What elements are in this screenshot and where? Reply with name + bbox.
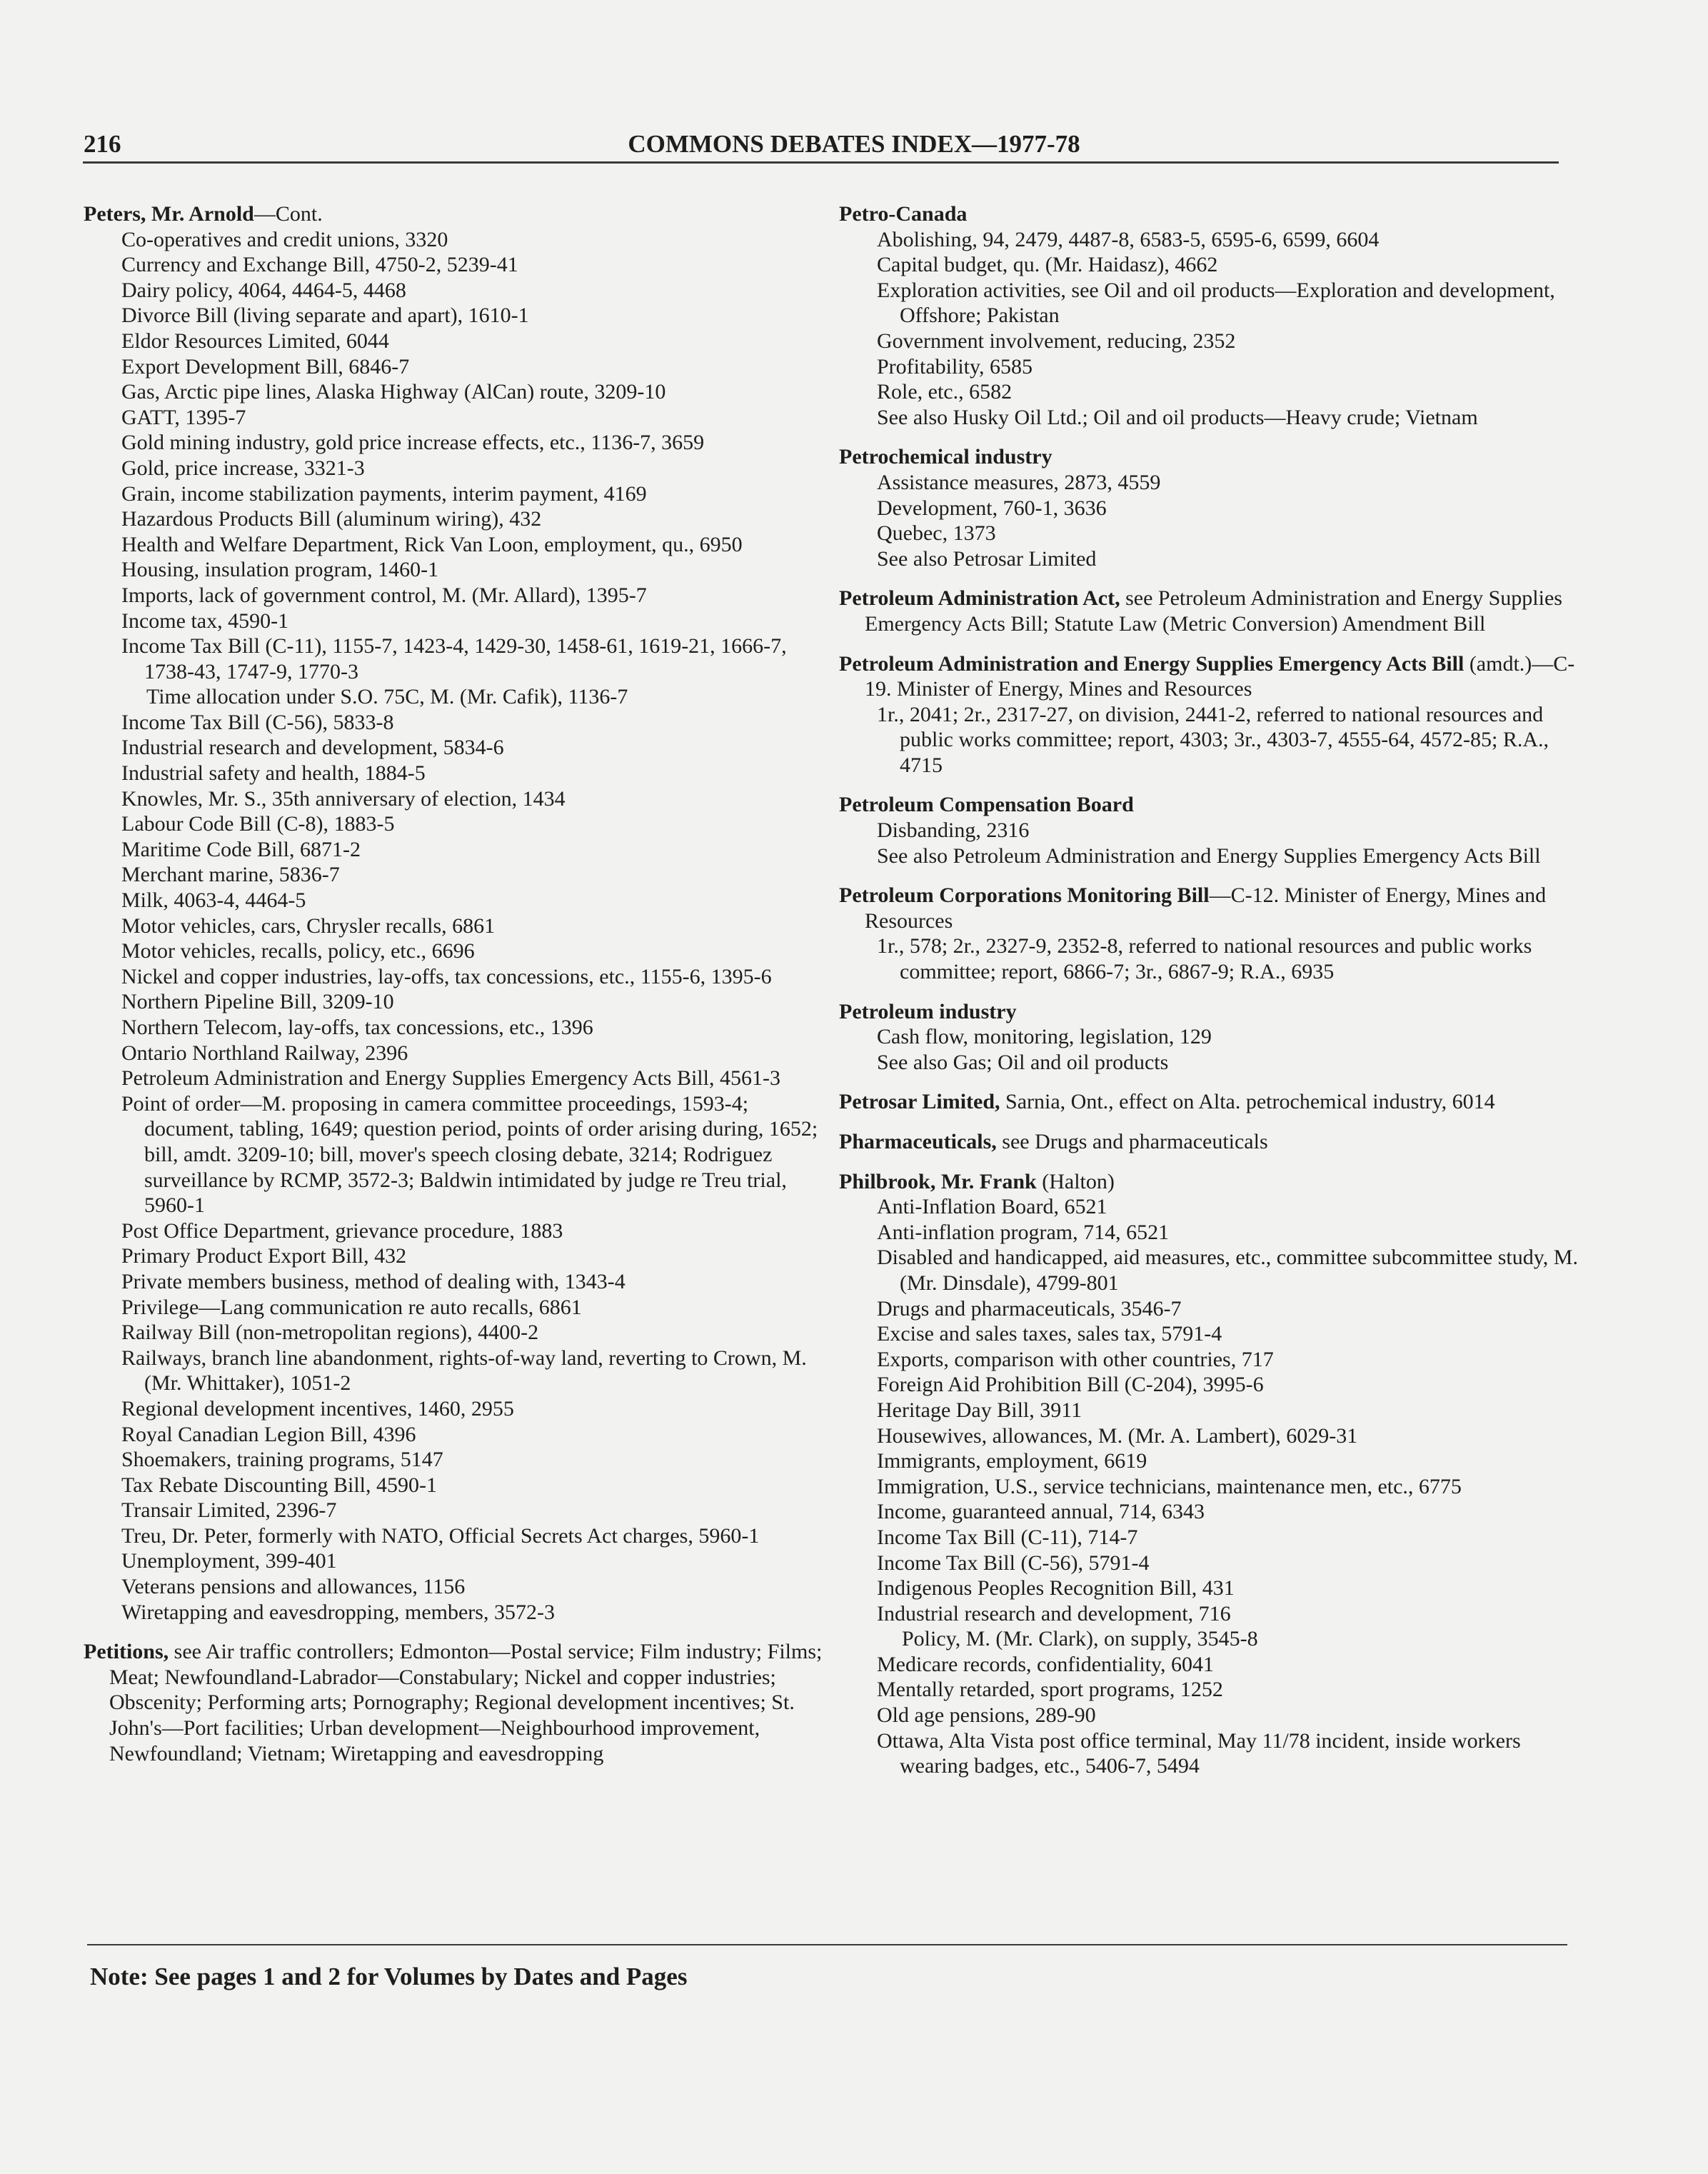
entry-head: Petrosar Limited, — [839, 1090, 1000, 1114]
entry-subentry: Motor vehicles, cars, Chrysler recalls, 6861 — [121, 913, 496, 938]
header-rule — [83, 161, 1559, 164]
entry-subentry: Private members business, method of dealing with, 1343-4 — [121, 1269, 626, 1293]
entry-heading — [839, 1169, 1582, 1195]
entry-subentry: Imports, lack of government control, M. (Mr. Allard), 1395-7 — [121, 583, 647, 607]
entry-subentry: Health and Welfare Department, Rick Van Loon, employment, qu., 6950 — [121, 532, 743, 556]
entry-subentry: Motor vehicles, recalls, policy, etc., 6696 — [121, 939, 475, 963]
index-column-left — [84, 201, 826, 1780]
entry-subentry: Income Tax Bill (C-11), 1155-7, 1423-4, 1429-30, 1458-61, 1619-21, 1666-7, 1738-43, 1747-9, 1770-3 — [121, 634, 787, 683]
footer-rule — [87, 1944, 1567, 1945]
page-title: COMMONS DEBATES INDEX—1977-78 — [628, 130, 1080, 158]
entry-subentry: Housewives, allowances, M. (Mr. A. Lambert), 6029-31 — [877, 1423, 1358, 1448]
entry-subentry: Gas, Arctic pipe lines, Alaska Highway (AlCan) route, 3209-10 — [121, 380, 666, 404]
entry-subentry: Abolishing, 94, 2479, 4487-8, 6583-5, 6595-6, 6599, 6604 — [877, 227, 1380, 251]
entry-head: Petroleum Administration Act, — [839, 586, 1120, 611]
entry-heading — [839, 201, 1582, 227]
entry-head: Peters, Mr. Arnold — [84, 202, 254, 226]
index-entry — [84, 1639, 826, 1766]
index-column-right — [839, 201, 1582, 1793]
page-number: 216 — [84, 130, 121, 158]
entry-subentry: Heritage Day Bill, 3911 — [877, 1398, 1082, 1422]
entry-subentry: Ottawa, Alta Vista post office terminal, May 11/78 incident, inside workers wearing badges, etc., 5406-7, 5494 — [877, 1728, 1521, 1778]
entry-heading — [839, 1129, 1582, 1155]
entry-subentry: Regional development incentives, 1460, 2955 — [121, 1396, 514, 1421]
entry-head: Petroleum Corporations Monitoring Bill — [839, 883, 1210, 908]
entry-heading — [839, 792, 1582, 818]
entry-head: Pharmaceuticals, — [839, 1130, 997, 1153]
index-entry — [839, 586, 1582, 636]
entry-subentry: Cash flow, monitoring, legislation, 129 — [877, 1025, 1212, 1049]
entry-subentry: Gold mining industry, gold price increase effects, etc., 1136-7, 3659 — [121, 431, 705, 455]
entry-subentry: Industrial research and development, 5834-6 — [121, 736, 504, 760]
entry-subentry: Wiretapping and eavesdropping, members, 3572-3 — [121, 1600, 555, 1624]
entry-heading — [84, 201, 826, 227]
entry-head: Petrochemical industry — [839, 445, 1053, 469]
entry-subentry: Policy, M. (Mr. Clark), on supply, 3545-8 — [902, 1627, 1258, 1651]
entry-subentry: Role, etc., 6582 — [877, 380, 1013, 404]
entry-subentry: Ontario Northland Railway, 2396 — [121, 1041, 408, 1065]
entry-subentry: Dairy policy, 4064, 4464-5, 4468 — [121, 278, 406, 302]
entry-subentry: Anti-Inflation Board, 6521 — [877, 1195, 1107, 1219]
entry-subentry: Northern Pipeline Bill, 3209-10 — [121, 990, 394, 1014]
entry-subentry: Grain, income stabilization payments, interim payment, 4169 — [121, 481, 647, 506]
entry-subentry: Maritime Code Bill, 6871-2 — [121, 837, 361, 861]
index-entry — [839, 1129, 1582, 1155]
entry-subentry: Income Tax Bill (C-11), 714-7 — [877, 1525, 1138, 1549]
entry-subentry: Railways, branch line abandonment, rights-of-way land, reverting to Crown, M. (Mr. Whittaker), 1051-2 — [121, 1346, 807, 1396]
index-entry — [839, 999, 1582, 1076]
entry-subentry: See also Petroleum Administration and Energy Supplies Emergency Acts Bill — [877, 843, 1541, 868]
entry-subentry: Tax Rebate Discounting Bill, 4590-1 — [121, 1473, 438, 1497]
footer-note: Note: See pages 1 and 2 for Volumes by Dates and Pages — [90, 1963, 688, 1990]
entry-heading — [839, 444, 1582, 470]
index-entry — [839, 1089, 1582, 1115]
entry-subentry: Exploration activities, see Oil and oil products—Exploration and development, Offshore; Pakistan — [877, 278, 1555, 328]
entry-heading — [839, 1089, 1582, 1115]
entry-subentry: Indigenous Peoples Recognition Bill, 431 — [877, 1576, 1235, 1601]
entry-subentry: Capital budget, qu. (Mr. Haidasz), 4662 — [877, 253, 1218, 277]
entry-tail: (Halton) — [1036, 1169, 1115, 1193]
entry-subentry: Gold, price increase, 3321-3 — [121, 456, 365, 480]
entry-subentry: Eldor Resources Limited, 6044 — [121, 329, 389, 353]
entry-subentry: Industrial safety and health, 1884-5 — [121, 761, 426, 786]
entry-head: Philbrook, Mr. Frank — [839, 1169, 1037, 1193]
entry-subentry: Industrial research and development, 716 — [877, 1601, 1231, 1626]
entry-subentry: Income Tax Bill (C-56), 5833-8 — [121, 710, 394, 734]
entry-subentry: Northern Telecom, lay-offs, tax concessions, etc., 1396 — [121, 1016, 593, 1039]
entry-heading — [839, 651, 1582, 702]
entry-tail: (amdt.)—C-19. Minister of Energy, Mines and Resources — [865, 651, 1575, 701]
entry-subentry: Nickel and copper industries, lay-offs, tax concessions, etc., 1155-6, 1395-6 — [121, 964, 772, 988]
entry-subentry: See also Gas; Oil and oil products — [877, 1050, 1169, 1074]
entry-subentry: Assistance measures, 2873, 4559 — [877, 470, 1161, 494]
entry-subentry: Privilege—Lang communication re auto recalls, 6861 — [121, 1295, 582, 1319]
entry-subentry: Time allocation under S.O. 75C, M. (Mr. Cafik), 1136-7 — [146, 685, 628, 709]
entry-subentry: Treu, Dr. Peter, formerly with NATO, Official Secrets Act charges, 5960-1 — [121, 1523, 760, 1548]
entry-subentry: Income tax, 4590-1 — [121, 608, 289, 633]
entry-tail: —C-12. Minister of Energy, Mines and Resources — [865, 883, 1547, 933]
entry-subentry: Point of order—M. proposing in camera committee proceedings, 1593-4; document, tabling, 1649; question period, points of order arising during, 1652; bill, amdt. 3209-10; bill, mover's speech closing debate, 3214; Rodriguez surveillance by RCMP, 3572-3; Baldwin intimidated by judge re Treu trial, 5960-1 — [121, 1091, 818, 1218]
entry-subentry: Medicare records, confidentiality, 6041 — [877, 1652, 1215, 1676]
entry-heading — [839, 586, 1582, 636]
entry-tail: see Petroleum Administration and Energy Supplies Emergency Acts Bill; Statute Law (Metric Conversion) Amendment Bill — [865, 586, 1562, 636]
entry-subentry: Veterans pensions and allowances, 1156 — [121, 1575, 466, 1599]
entry-head: Petroleum industry — [839, 999, 1017, 1023]
entry-heading — [839, 883, 1582, 933]
entry-subentry: Drugs and pharmaceuticals, 3546-7 — [877, 1296, 1182, 1321]
entry-subentry: Income Tax Bill (C-56), 5791-4 — [877, 1551, 1150, 1575]
entry-subentry: Immigration, U.S., service technicians, maintenance men, etc., 6775 — [877, 1474, 1462, 1498]
entry-tail: see Drugs and pharmaceuticals — [996, 1130, 1268, 1153]
entry-head: Petro-Canada — [839, 202, 968, 226]
entry-subentry: Unemployment, 399-401 — [121, 1549, 337, 1573]
entry-subentry: Old age pensions, 289-90 — [877, 1703, 1096, 1728]
entry-subentry: Development, 760-1, 3636 — [877, 496, 1107, 520]
entry-subentry: Housing, insulation program, 1460-1 — [121, 558, 439, 582]
entry-subentry: Government involvement, reducing, 2352 — [877, 329, 1236, 353]
index-entry — [839, 792, 1582, 868]
entry-subentry: Petroleum Administration and Energy Supplies Emergency Acts Bill, 4561-3 — [121, 1066, 780, 1091]
entry-subentry: Milk, 4063-4, 4464-5 — [121, 888, 306, 913]
entry-head: Petroleum Administration and Energy Supplies Emergency Acts Bill — [839, 651, 1465, 676]
entry-head: Petitions, — [84, 1640, 169, 1664]
entry-subentry: Foreign Aid Prohibition Bill (C-204), 3995-6 — [877, 1373, 1264, 1397]
entry-subentry: 1r., 578; 2r., 2327-9, 2352-8, referred to national resources and public works committee; report, 6866-7; 3r., 6867-9; R.A., 6935 — [877, 934, 1532, 984]
index-entry — [839, 883, 1582, 984]
entry-subentry: GATT, 1395-7 — [121, 405, 246, 429]
entry-subentry: Mentally retarded, sport programs, 1252 — [877, 1678, 1223, 1702]
entry-subentry: Immigrants, employment, 6619 — [877, 1449, 1147, 1473]
entry-subentry: Hazardous Products Bill (aluminum wiring), 432 — [121, 507, 542, 531]
entry-subentry: Shoemakers, training programs, 5147 — [121, 1448, 443, 1472]
entry-subentry: See also Petrosar Limited — [877, 546, 1097, 571]
index-entry — [839, 651, 1582, 778]
entry-subentry: Profitability, 6585 — [877, 354, 1033, 379]
index-entry — [839, 1169, 1582, 1779]
entry-subentry: Primary Product Export Bill, 432 — [121, 1244, 407, 1268]
entry-subentry: Disbanding, 2316 — [877, 818, 1030, 843]
entry-subentry: Royal Canadian Legion Bill, 4396 — [121, 1422, 416, 1446]
entry-subentry: Exports, comparison with other countries, 717 — [877, 1347, 1274, 1371]
entry-subentry: 1r., 2041; 2r., 2317-27, on division, 2441-2, referred to national resources and public works committee; report, 4303; 3r., 4303-7, 4555-64, 4572-85; R.A., 4715 — [877, 702, 1549, 777]
entry-subentry: Quebec, 1373 — [877, 521, 996, 546]
index-entry — [839, 444, 1582, 571]
entry-subentry: See also Husky Oil Ltd.; Oil and oil products—Heavy crude; Vietnam — [877, 405, 1478, 429]
entry-subentry: Currency and Exchange Bill, 4750-2, 5239-41 — [121, 253, 518, 277]
entry-subentry: Knowles, Mr. S., 35th anniversary of election, 1434 — [121, 786, 566, 811]
index-entry — [839, 201, 1582, 430]
entry-head: Petroleum Compensation Board — [839, 793, 1134, 817]
entry-heading — [84, 1639, 826, 1766]
entry-subentry: Divorce Bill (living separate and apart), 1610-1 — [121, 304, 529, 328]
entry-tail: —Cont. — [253, 202, 323, 226]
entry-subentry: Disabled and handicapped, aid measures, etc., committee subcommittee study, M. (Mr. Dinsdale), 4799-801 — [877, 1246, 1578, 1295]
entry-subentry: Export Development Bill, 6846-7 — [121, 354, 410, 379]
entry-subentry: Transair Limited, 2396-7 — [121, 1498, 337, 1523]
entry-subentry: Anti-inflation program, 714, 6521 — [877, 1220, 1170, 1244]
entry-subentry: Income, guaranteed annual, 714, 6343 — [877, 1500, 1205, 1524]
entry-subentry: Post Office Department, grievance procedure, 1883 — [121, 1218, 563, 1243]
entry-subentry: Co-operatives and credit unions, 3320 — [121, 227, 448, 251]
entry-subentry: Railway Bill (non-metropolitan regions), 4400-2 — [121, 1321, 539, 1345]
entry-subentry: Labour Code Bill (C-8), 1883-5 — [121, 812, 395, 836]
entry-tail: Sarnia, Ont., effect on Alta. petrochemical industry, 6014 — [1000, 1090, 1495, 1114]
entry-heading — [839, 999, 1582, 1025]
entry-subentry: Merchant marine, 5836-7 — [121, 863, 340, 887]
entry-tail: see Air traffic controllers; Edmonton—Postal service; Film industry; Films; Meat; Newfoundland-Labrador—Constabulary; Nickel and copper industries; Obscenity; Performing arts; Pornography; Regional development incentives; St. John's—Port facilities; Urban development—Neighbourhood improvement, Newfoundland; Vietnam; Wiretapping and eavesdropping — [109, 1640, 823, 1765]
index-entry — [84, 201, 826, 1625]
entry-subentry: Excise and sales taxes, sales tax, 5791-4 — [877, 1322, 1222, 1346]
